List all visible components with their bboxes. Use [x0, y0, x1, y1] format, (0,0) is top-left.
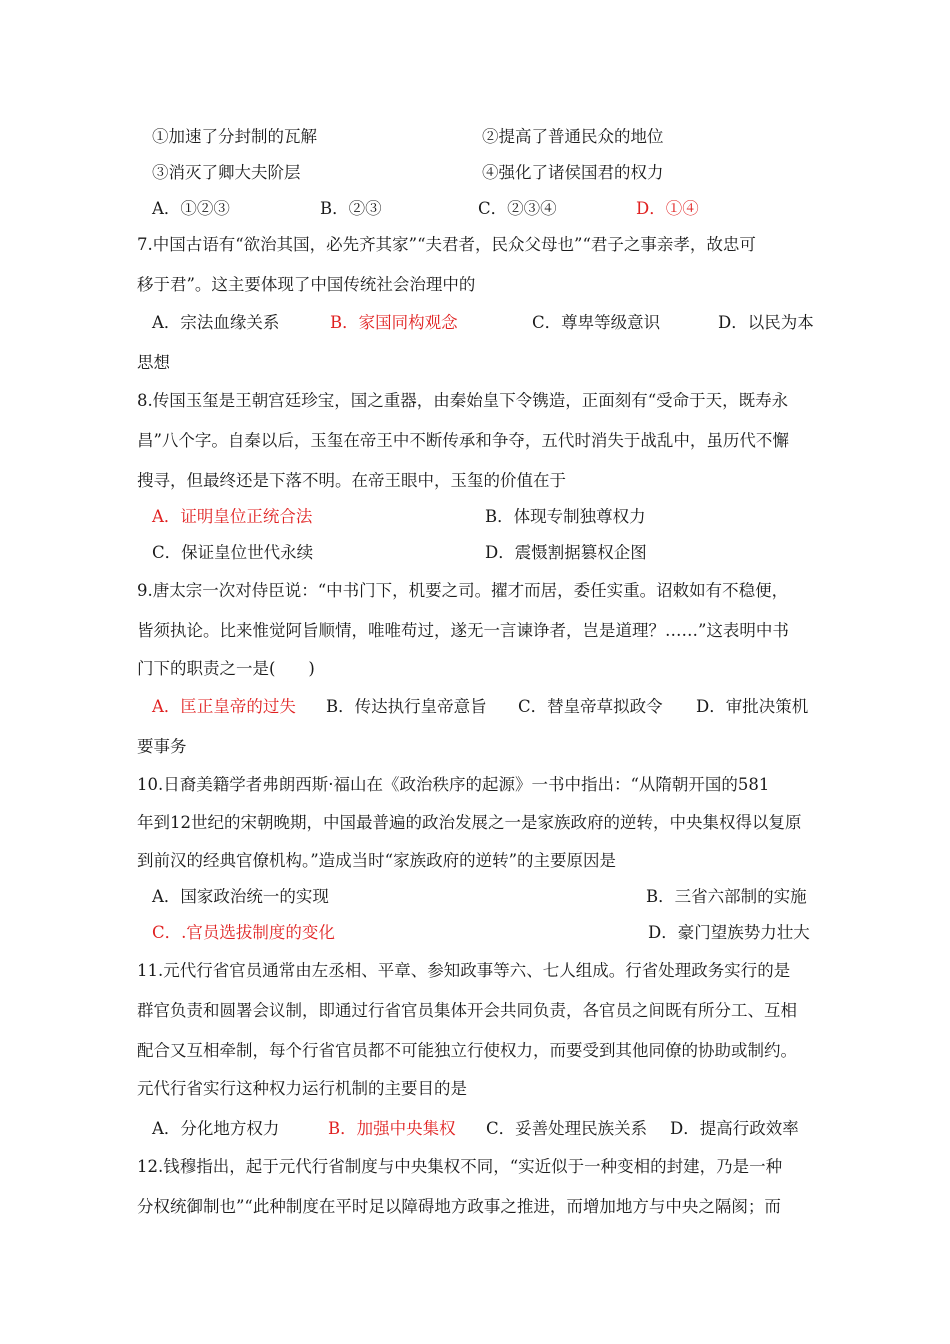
q7-option-d-continuation: 思想 — [137, 353, 170, 372]
q10-option-b: B．三省六部制的实施 — [646, 887, 807, 906]
q11-options — [152, 1118, 852, 1140]
q9-options — [152, 696, 852, 718]
q9-option-b: B．传达执行皇帝意旨 — [326, 697, 487, 716]
q6-item-4: ④强化了诸侯国君的权力 — [482, 163, 664, 182]
q9-answer-option-a: A．匡正皇帝的过失 — [152, 697, 296, 716]
q11-stem-line-4: 元代行省实行这种权力运行机制的主要目的是 — [137, 1079, 467, 1098]
q6-options — [152, 198, 852, 220]
q10-answer-option-c: C．.官员选拔制度的变化 — [152, 923, 335, 942]
q7-option-a: A．宗法血缘关系 — [152, 313, 280, 332]
q9-option-d-continuation: 要事务 — [137, 737, 187, 756]
q10-option-d: D．豪门望族势力壮大 — [648, 923, 810, 942]
q10-stem-line-1: 10.日裔美籍学者弗朗西斯·福山在《政治秩序的起源》一书中指出：“从隋朝开国的581 — [137, 775, 770, 794]
q11-option-d: D．提高行政效率 — [670, 1119, 799, 1138]
q7-answer-option-b: B．家国同构观念 — [330, 313, 458, 332]
q9-stem-line-3: 门下的职责之一是( ) — [137, 659, 315, 678]
q7-option-c: C．尊卑等级意识 — [532, 313, 661, 332]
q8-stem-line-1: 8.传国玉玺是王朝宫廷珍宝，国之重器，由秦始皇下令镌造，正面刻有“受命于天，既寿永 — [137, 391, 789, 410]
q7-stem-line-1: 7.中国古语有“欲治其国，必先齐其家”“夫君者，民众父母也”“君子之事亲孝，故忠可 — [137, 235, 756, 254]
q10-stem-line-3: 到前汉的经典官僚机构。”造成当时“家族政府的逆转”的主要原因是 — [137, 851, 617, 870]
q11-stem-line-3: 配合又互相牵制，每个行省官员都不可能独立行使权力，而要受到其他同僚的协助或制约。 — [137, 1041, 797, 1060]
q6-option-c: C．②③④ — [478, 199, 557, 218]
q8-option-d: D．震慑割据篡权企图 — [485, 543, 647, 562]
q9-option-c: C．替皇帝草拟政令 — [518, 697, 663, 716]
q9-option-d: D．审批决策机 — [696, 697, 809, 716]
q7-option-d: D．以民为本 — [718, 313, 814, 332]
q7-stem-line-2: 移于君”。这主要体现了中国传统社会治理中的 — [137, 275, 476, 294]
q12-stem-line-2: 分权统御制也”“此种制度在平时足以障碍地方政事之推进，而增加地方与中央之隔阂；而 — [137, 1197, 781, 1216]
q8-answer-option-a: A．证明皇位正统合法 — [152, 507, 313, 526]
q6-item-3: ③消灭了卿大夫阶层 — [152, 163, 301, 182]
q9-stem-line-2: 皆须执论。比来惟觉阿旨顺情，唯唯苟过，遂无一言谏诤者，岂是道理？……”这表明中书 — [137, 621, 789, 640]
q10-option-a: A．国家政治统一的实现 — [152, 887, 329, 906]
q8-stem-line-2: 昌”八个字。自秦以后，玉玺在帝王中不断传承和争夺，五代时消失于战乱中，虽历代不懈 — [137, 431, 789, 450]
q9-stem-line-1: 9.唐太宗一次对侍臣说：“中书门下，机要之司。擢才而居，委任实重。诏敕如有不稳便， — [137, 581, 789, 600]
q8-option-c: C．保证皇位世代永续 — [152, 543, 314, 562]
q7-options — [152, 312, 852, 334]
q6-item-1: ①加速了分封制的瓦解 — [152, 127, 317, 146]
q12-stem-line-1: 12.钱穆指出，起于元代行省制度与中央集权不同，“实近似于一种变相的封建，乃是一种 — [137, 1157, 783, 1176]
q6-item-2: ②提高了普通民众的地位 — [482, 127, 664, 146]
q6-option-b: B．②③ — [320, 199, 382, 218]
q11-stem-line-2: 群官负责和圆署会议制，即通过行省官员集体开会共同负责，各官员之间既有所分工、互相 — [137, 1001, 797, 1020]
q11-option-a: A．分化地方权力 — [152, 1119, 280, 1138]
q11-stem-line-1: 11.元代行省官员通常由左丞相、平章、参知政事等六、七人组成。行省处理政务实行的是 — [137, 961, 791, 980]
q6-answer-option-d: D．①④ — [636, 199, 699, 218]
q11-option-c: C．妥善处理民族关系 — [486, 1119, 648, 1138]
q11-answer-option-b: B．加强中央集权 — [328, 1119, 456, 1138]
q8-stem-line-3: 搜寻，但最终还是下落不明。在帝王眼中，玉玺的价值在于 — [137, 471, 566, 490]
q10-stem-line-2: 年到12世纪的宋朝晚期，中国最普遍的政治发展之一是家族政府的逆转，中央集权得以复原 — [137, 813, 802, 832]
q8-option-b: B．体现专制独尊权力 — [485, 507, 646, 526]
q6-option-a: A．①②③ — [152, 199, 230, 218]
